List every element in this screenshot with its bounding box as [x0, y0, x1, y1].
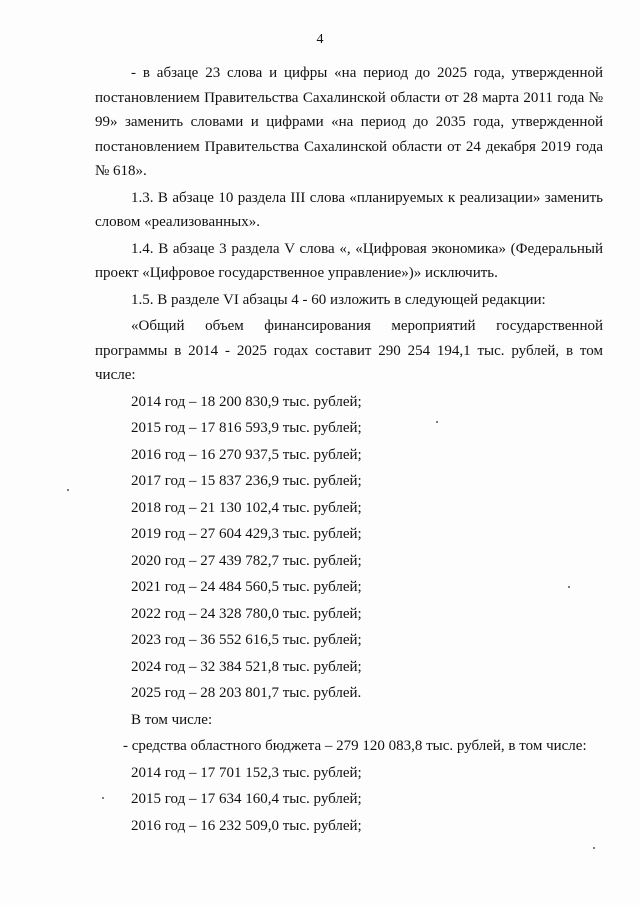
- total-financing-by-year-list: [95, 389, 603, 707]
- list-item: 2025 год – 28 203 801,7 тыс. рублей.: [131, 685, 362, 701]
- regional-budget-line: - средства областного бюджета – 279 120 083,8 тыс. рублей, в том числе:: [123, 738, 587, 754]
- scan-speck: [593, 847, 595, 849]
- list-item: 2017 год – 15 837 236,9 тыс. рублей;: [131, 473, 362, 489]
- scan-speck: [436, 421, 438, 423]
- paragraph-1-4: 1.4. В абзаце 3 раздела V слова «, «Цифровая экономика» (Федеральный проект «Цифровое государственное управление»)» исключить.: [95, 240, 603, 281]
- in-total-label: В том числе:: [131, 711, 213, 728]
- list-item: 2015 год – 17 816 593,9 тыс. рублей;: [131, 420, 362, 436]
- list-item: 2014 год – 17 701 152,3 тыс. рублей;: [131, 764, 362, 781]
- list-item: 2016 год – 16 232 509,0 тыс. рублей;: [131, 817, 362, 834]
- list-item: 2018 год – 21 130 102,4 тыс. рублей;: [131, 499, 362, 516]
- list-item: 2015 год – 17 634 160,4 тыс. рублей;: [131, 791, 362, 807]
- paragraph-1-5: 1.5. В разделе VI абзацы 4 - 60 изложить в следующей редакции:: [131, 291, 546, 308]
- list-item: 2016 год – 16 270 937,5 тыс. рублей;: [131, 446, 362, 463]
- paragraph-abzac-23: - в абзаце 23 слова и цифры «на период до 2025 года, утвержденной постановлением Правительства Сахалинской области от 28 марта 2011 года № 99» заменить словами и цифрами «на период до 2035 года, утвержденной постановлением Правительства Сахалинской области от 24 декабря 2019 года № 618».: [95, 65, 603, 179]
- list-item: 2022 год – 24 328 780,0 тыс. рублей;: [131, 605, 362, 622]
- scan-speck: [67, 489, 69, 491]
- scan-speck: [568, 586, 570, 588]
- list-item: 2019 год – 27 604 429,3 тыс. рублей;: [131, 526, 362, 542]
- paragraph-1-3: 1.3. В абзаце 10 раздела III слова «планируемых к реализации» заменить словом «реализованных».: [95, 189, 603, 230]
- list-item: 2021 год – 24 484 560,5 тыс. рублей;: [131, 579, 362, 595]
- list-item: 2014 год – 18 200 830,9 тыс. рублей;: [131, 393, 362, 410]
- page-number: 4: [316, 32, 324, 47]
- list-item: 2023 год – 36 552 616,5 тыс. рублей;: [131, 632, 362, 648]
- scan-speck: [102, 797, 104, 799]
- list-item: 2020 год – 27 439 782,7 тыс. рублей;: [131, 552, 362, 569]
- regional-budget-by-year-list: [95, 760, 603, 840]
- paragraph-total-financing: «Общий объем финансирования мероприятий государственной программы в 2014 - 2025 годах составит 290 254 194,1 тыс. рублей, в том числе:: [95, 318, 603, 383]
- list-item: 2024 год – 32 384 521,8 тыс. рублей;: [131, 658, 362, 675]
- document-body: [95, 61, 603, 839]
